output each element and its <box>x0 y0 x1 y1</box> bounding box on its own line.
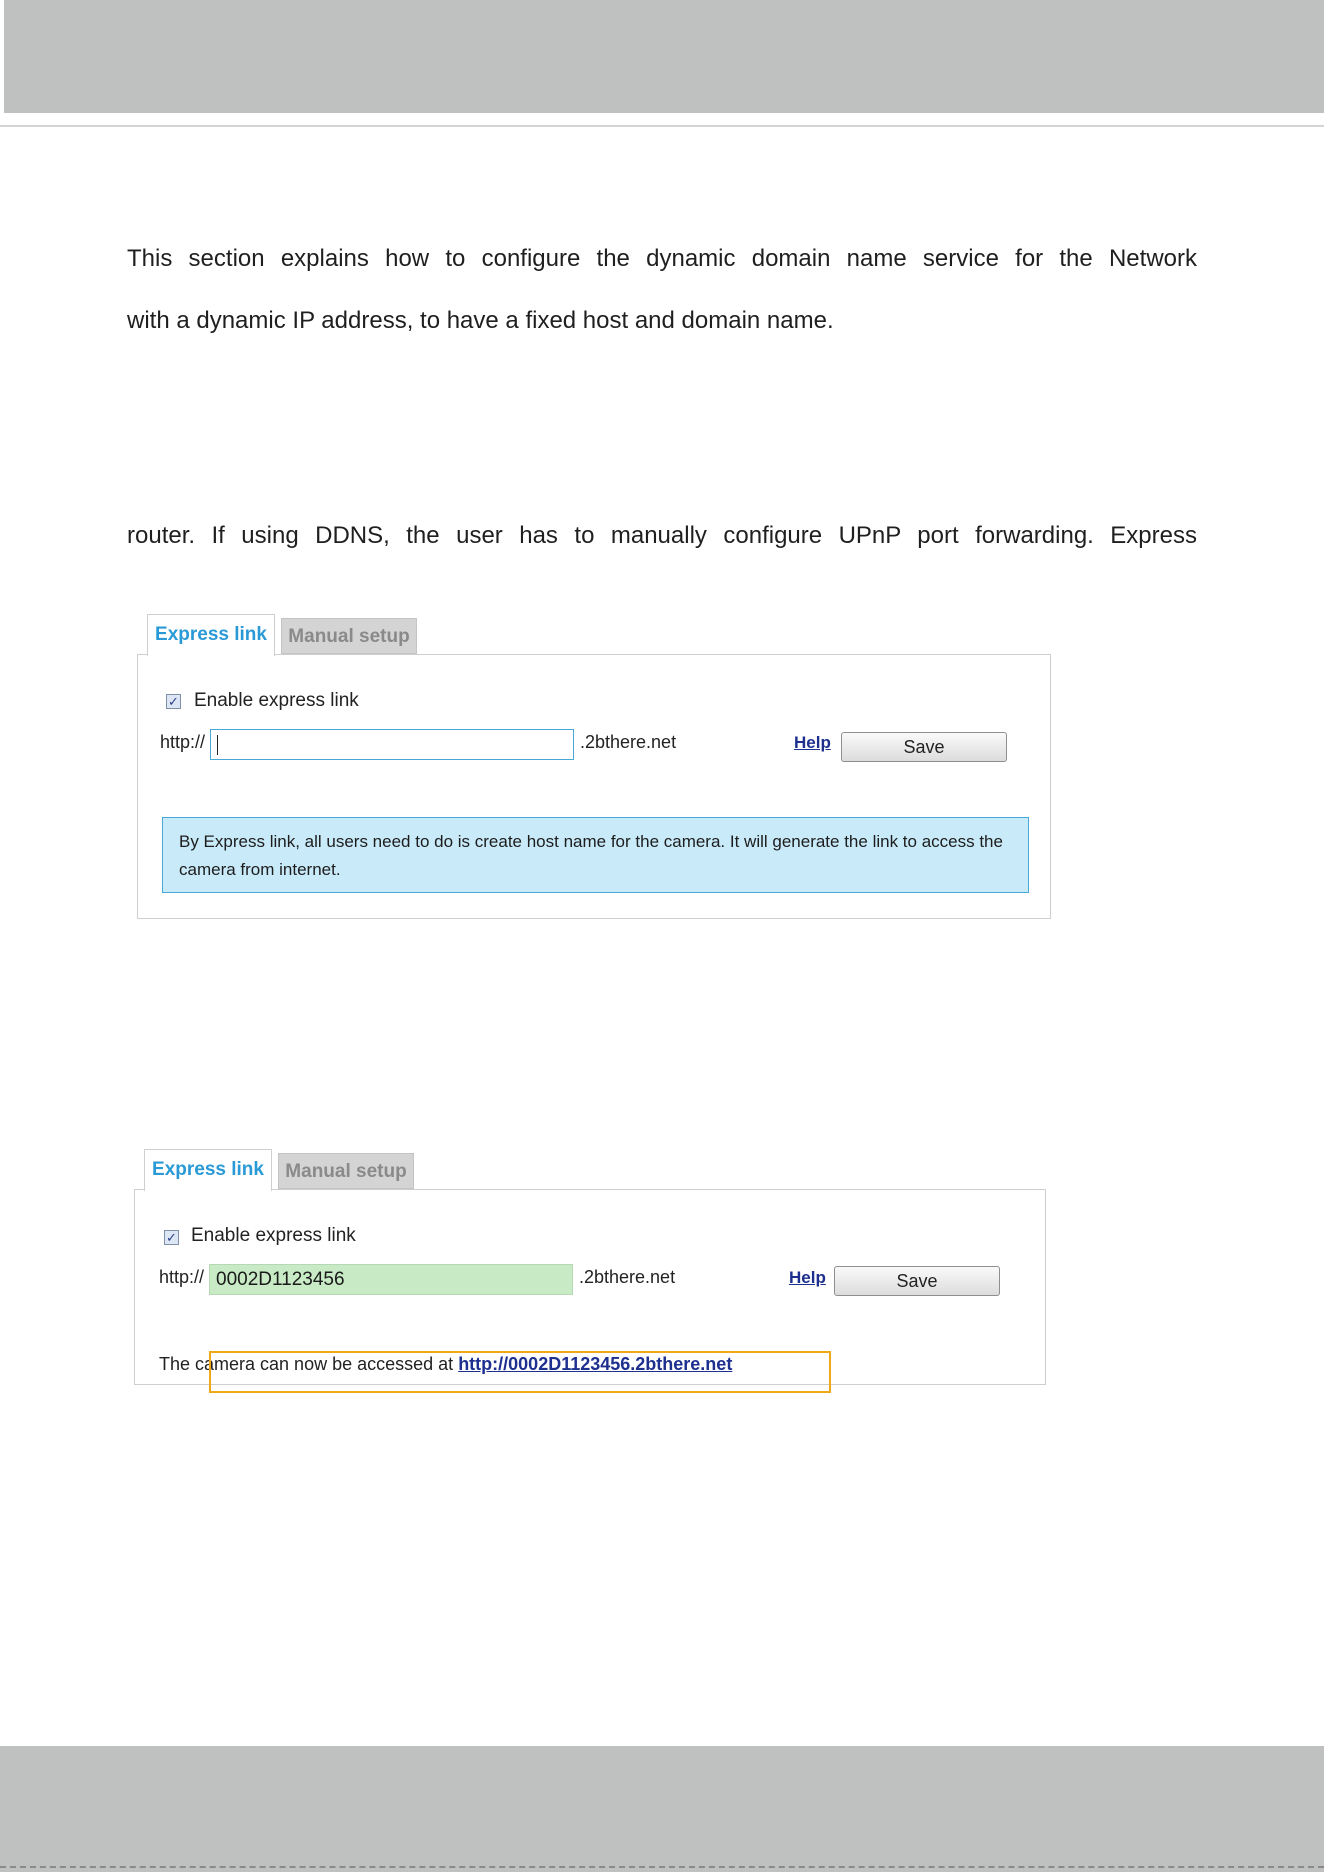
enable-express-link-checkbox[interactable]: ✓ <box>166 694 181 709</box>
footer-divider <box>0 1866 1324 1868</box>
paragraph-1-line-2: with a dynamic IP address, to have a fixed host and domain name. <box>127 307 834 334</box>
access-message-text: The camera can now be accessed at <box>159 1354 454 1374</box>
save-button[interactable]: Save <box>834 1266 1000 1296</box>
enable-express-link-checkbox[interactable]: ✓ <box>164 1230 179 1245</box>
tab-manual-setup[interactable]: Manual setup <box>278 1153 414 1189</box>
domain-suffix: .2bthere.net <box>580 732 677 752</box>
header-divider <box>0 125 1324 127</box>
url-prefix: http:// <box>160 732 206 752</box>
tab-express-link[interactable]: Express link <box>147 614 275 656</box>
header-bar <box>4 0 1324 113</box>
express-link-panel-saved <box>134 1149 1046 1385</box>
url-prefix: http:// <box>159 1267 205 1287</box>
express-link-panel-empty <box>137 614 1051 919</box>
hostname-input[interactable]: 0002D1123456 <box>209 1264 573 1295</box>
express-link-form <box>134 1189 1046 1385</box>
info-message: By Express link, all users need to do is create host name for the camera. It will generate the link to access the camera from internet. <box>162 817 1029 893</box>
paragraph-2-line-1: router. If using DDNS, the user has to manually configure UPnP port forwarding. Express <box>127 522 1197 549</box>
tab-express-link[interactable]: Express link <box>144 1149 272 1191</box>
text-cursor <box>217 735 218 755</box>
help-link[interactable]: Help <box>794 733 831 752</box>
enable-express-link-label: Enable express link <box>191 1225 356 1246</box>
access-url-link[interactable]: http://0002D1123456.2bthere.net <box>458 1354 733 1374</box>
footer-bar <box>0 1746 1324 1872</box>
save-button[interactable]: Save <box>841 732 1007 762</box>
tab-manual-setup[interactable]: Manual setup <box>281 618 417 654</box>
highlight-annotation <box>209 1351 831 1393</box>
express-link-form <box>137 654 1051 919</box>
paragraph-1-line-1: This section explains how to configure the dynamic domain name service for the Network <box>127 245 1197 272</box>
help-link[interactable]: Help <box>789 1268 826 1287</box>
domain-suffix: .2bthere.net <box>579 1267 676 1287</box>
enable-express-link-label: Enable express link <box>194 690 359 711</box>
hostname-input[interactable] <box>210 729 574 760</box>
